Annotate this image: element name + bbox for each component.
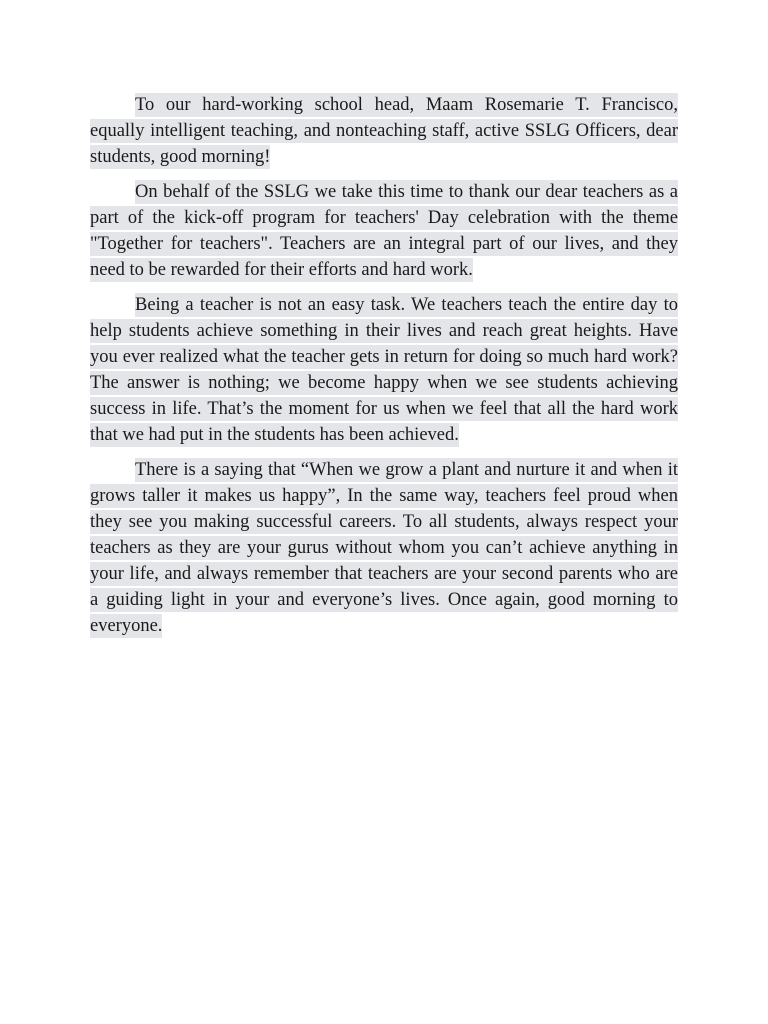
paragraph-text: Being a teacher is not an easy task. We teachers teach the entire day to help students achieve something in their lives and reach great heights. Have you ever realized what the teacher gets in return for doing so much hard work? The answer is nothing; we become happy when we see students achieving success in life. That’s the moment for us when we feel that all the hard work that we had put in the students has been achieved. bbox=[90, 295, 678, 445]
paragraph-text: There is a saying that “When we grow a plant and nurture it and when it grows taller it makes us happy”, In the same way, teachers feel proud when they see you making successful careers. To all students, always respect your teachers as they are your gurus without whom you can’t achieve anything in your life, and always remember that teachers are your second parents who are a guiding light in your and everyone’s lives. Once again, good morning to everyone. bbox=[90, 460, 678, 636]
thanks-paragraph bbox=[90, 179, 678, 283]
teacher-task-paragraph bbox=[90, 292, 678, 448]
greeting-paragraph bbox=[90, 92, 678, 170]
closing-paragraph bbox=[90, 457, 678, 639]
paragraph-text: To our hard-working school head, Maam Rosemarie T. Francisco, equally intelligent teaching, and nonteaching staff, active SSLG Officers, dear students, good morning! bbox=[90, 95, 678, 167]
paragraph-text: On behalf of the SSLG we take this time to thank our dear teachers as a part of the kick-off program for teachers' Day celebration with the theme "Together for teachers". Teachers are an integral part of our lives, and they need to be rewarded for their efforts and hard work. bbox=[90, 182, 678, 280]
document-page bbox=[90, 92, 678, 648]
